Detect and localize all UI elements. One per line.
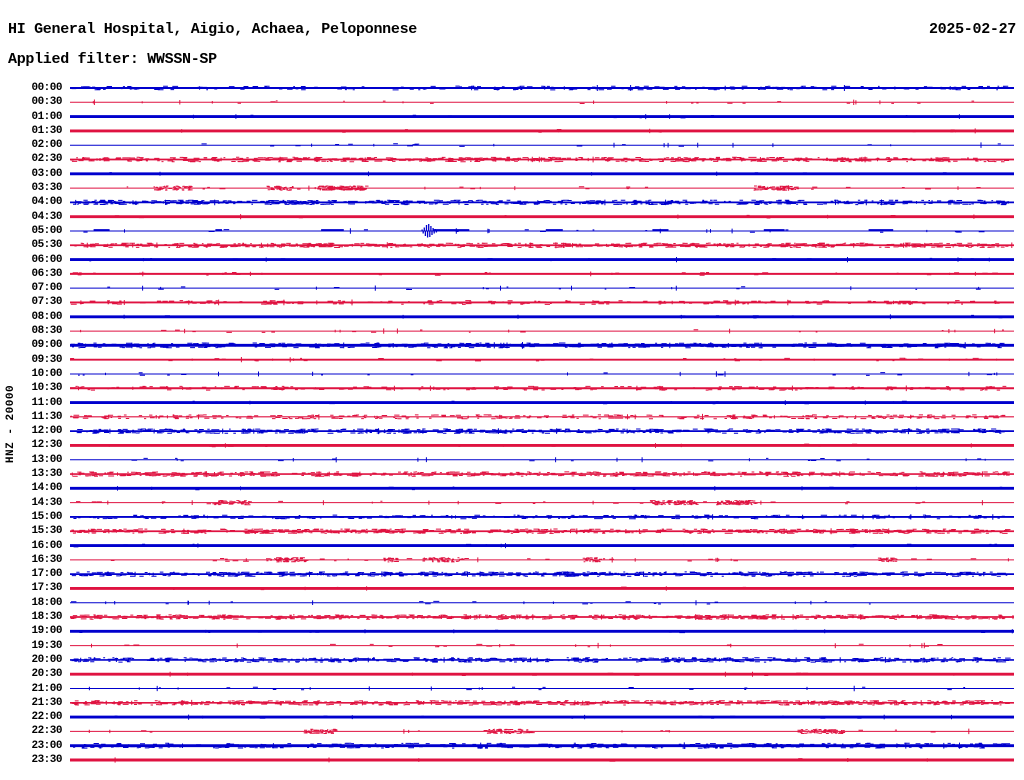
time-label-10:00: 10:00 xyxy=(31,367,62,380)
trace-row-03:00 xyxy=(70,172,1014,177)
trace-row-07:30 xyxy=(70,300,1014,306)
trace-row-10:00 xyxy=(70,371,1014,377)
trace-row-18:00 xyxy=(70,600,1014,605)
trace-row-16:00 xyxy=(70,543,1014,548)
time-label-22:30: 22:30 xyxy=(31,725,62,738)
time-label-01:00: 01:00 xyxy=(31,110,62,123)
trace-row-16:30 xyxy=(70,557,1014,562)
trace-row-05:00 xyxy=(70,224,1014,238)
time-label-16:00: 16:00 xyxy=(31,539,62,552)
time-label-16:30: 16:30 xyxy=(31,553,62,566)
trace-row-22:00 xyxy=(70,715,1014,720)
time-label-04:00: 04:00 xyxy=(31,196,62,209)
time-label-07:30: 07:30 xyxy=(31,296,62,309)
trace-row-15:00 xyxy=(70,514,1014,520)
time-label-12:00: 12:00 xyxy=(31,425,62,438)
time-label-19:00: 19:00 xyxy=(31,625,62,638)
trace-row-20:00 xyxy=(70,657,1014,663)
date-label: 2025-02-27 xyxy=(928,21,1016,38)
time-label-23:00: 23:00 xyxy=(31,739,62,752)
page-title: HI General Hospital, Aigio, Achaea, Peloponnese xyxy=(8,21,417,38)
trace-row-15:30 xyxy=(70,528,1014,534)
channel-scale-label: HNZ - 20000 xyxy=(5,384,17,464)
time-label-06:00: 06:00 xyxy=(31,253,62,266)
time-label-00:00: 00:00 xyxy=(31,82,62,94)
time-label-04:30: 04:30 xyxy=(31,210,62,223)
trace-row-23:00 xyxy=(70,742,1014,749)
time-label-01:30: 01:30 xyxy=(31,124,62,137)
time-label-23:30: 23:30 xyxy=(31,754,62,766)
time-label-08:30: 08:30 xyxy=(31,325,62,338)
time-label-05:00: 05:00 xyxy=(31,224,62,237)
trace-row-11:00 xyxy=(70,400,1014,405)
trace-row-09:30 xyxy=(70,357,1014,362)
trace-row-06:00 xyxy=(70,257,1014,262)
trace-row-01:30 xyxy=(70,128,1014,133)
time-label-05:30: 05:30 xyxy=(31,239,62,252)
time-label-12:30: 12:30 xyxy=(31,439,62,452)
time-label-13:00: 13:00 xyxy=(31,453,62,466)
trace-row-04:30 xyxy=(70,214,1014,219)
time-label-08:00: 08:00 xyxy=(31,310,62,323)
time-label-11:00: 11:00 xyxy=(31,396,62,409)
trace-row-01:00 xyxy=(70,114,1014,119)
trace-row-08:30 xyxy=(70,328,1014,333)
trace-row-02:30 xyxy=(70,157,1014,163)
time-label-09:00: 09:00 xyxy=(31,339,62,352)
trace-row-11:30 xyxy=(70,414,1014,420)
trace-row-12:00 xyxy=(70,428,1014,434)
trace-row-08:00 xyxy=(70,314,1014,319)
time-label-18:30: 18:30 xyxy=(31,611,62,624)
trace-row-10:30 xyxy=(70,386,1014,392)
time-label-19:30: 19:30 xyxy=(31,639,62,652)
trace-row-00:00 xyxy=(70,85,1014,91)
trace-row-09:00 xyxy=(70,342,1014,349)
time-label-14:00: 14:00 xyxy=(31,482,62,495)
trace-row-12:30 xyxy=(70,443,1014,448)
time-label-17:00: 17:00 xyxy=(31,568,62,581)
time-label-03:30: 03:30 xyxy=(31,182,62,195)
trace-row-05:30 xyxy=(70,242,1014,248)
time-label-17:30: 17:30 xyxy=(31,582,62,595)
time-label-10:30: 10:30 xyxy=(31,382,62,395)
trace-row-22:30 xyxy=(70,729,1014,735)
trace-row-14:00 xyxy=(70,486,1014,491)
trace-row-13:00 xyxy=(70,457,1014,462)
trace-row-18:30 xyxy=(70,614,1014,620)
trace-row-19:30 xyxy=(70,643,1014,649)
trace-row-21:30 xyxy=(70,700,1014,706)
time-label-02:30: 02:30 xyxy=(31,153,62,166)
trace-row-06:30 xyxy=(70,272,1014,277)
trace-row-03:30 xyxy=(70,185,1014,191)
trace-row-04:00 xyxy=(70,200,1014,206)
time-label-14:30: 14:30 xyxy=(31,496,62,509)
time-label-00:30: 00:30 xyxy=(31,96,62,109)
trace-row-00:30 xyxy=(70,100,1014,106)
time-label-18:00: 18:00 xyxy=(31,596,62,609)
trace-row-21:00 xyxy=(70,686,1014,692)
trace-row-17:00 xyxy=(70,571,1014,577)
time-label-20:00: 20:00 xyxy=(31,653,62,666)
time-label-11:30: 11:30 xyxy=(31,410,62,423)
applied-filter-label: Applied filter: WWSSN-SP xyxy=(8,51,217,68)
trace-row-13:30 xyxy=(70,471,1014,477)
time-label-07:00: 07:00 xyxy=(31,282,62,295)
trace-row-23:30 xyxy=(70,757,1014,762)
time-label-09:30: 09:30 xyxy=(31,353,62,366)
time-label-15:00: 15:00 xyxy=(31,510,62,523)
trace-row-07:00 xyxy=(70,286,1014,291)
time-label-02:00: 02:00 xyxy=(31,139,62,152)
time-label-15:30: 15:30 xyxy=(31,525,62,538)
trace-row-20:30 xyxy=(70,672,1014,677)
trace-row-19:00 xyxy=(70,629,1014,633)
time-label-21:30: 21:30 xyxy=(31,696,62,709)
time-label-13:30: 13:30 xyxy=(31,468,62,481)
time-label-21:00: 21:00 xyxy=(31,682,62,695)
time-label-06:30: 06:30 xyxy=(31,267,62,280)
trace-row-02:00 xyxy=(70,142,1014,148)
time-label-22:00: 22:00 xyxy=(31,711,62,724)
trace-row-17:30 xyxy=(70,586,1014,591)
time-label-20:30: 20:30 xyxy=(31,668,62,681)
trace-row-14:30 xyxy=(70,500,1014,505)
time-label-03:00: 03:00 xyxy=(31,167,62,180)
